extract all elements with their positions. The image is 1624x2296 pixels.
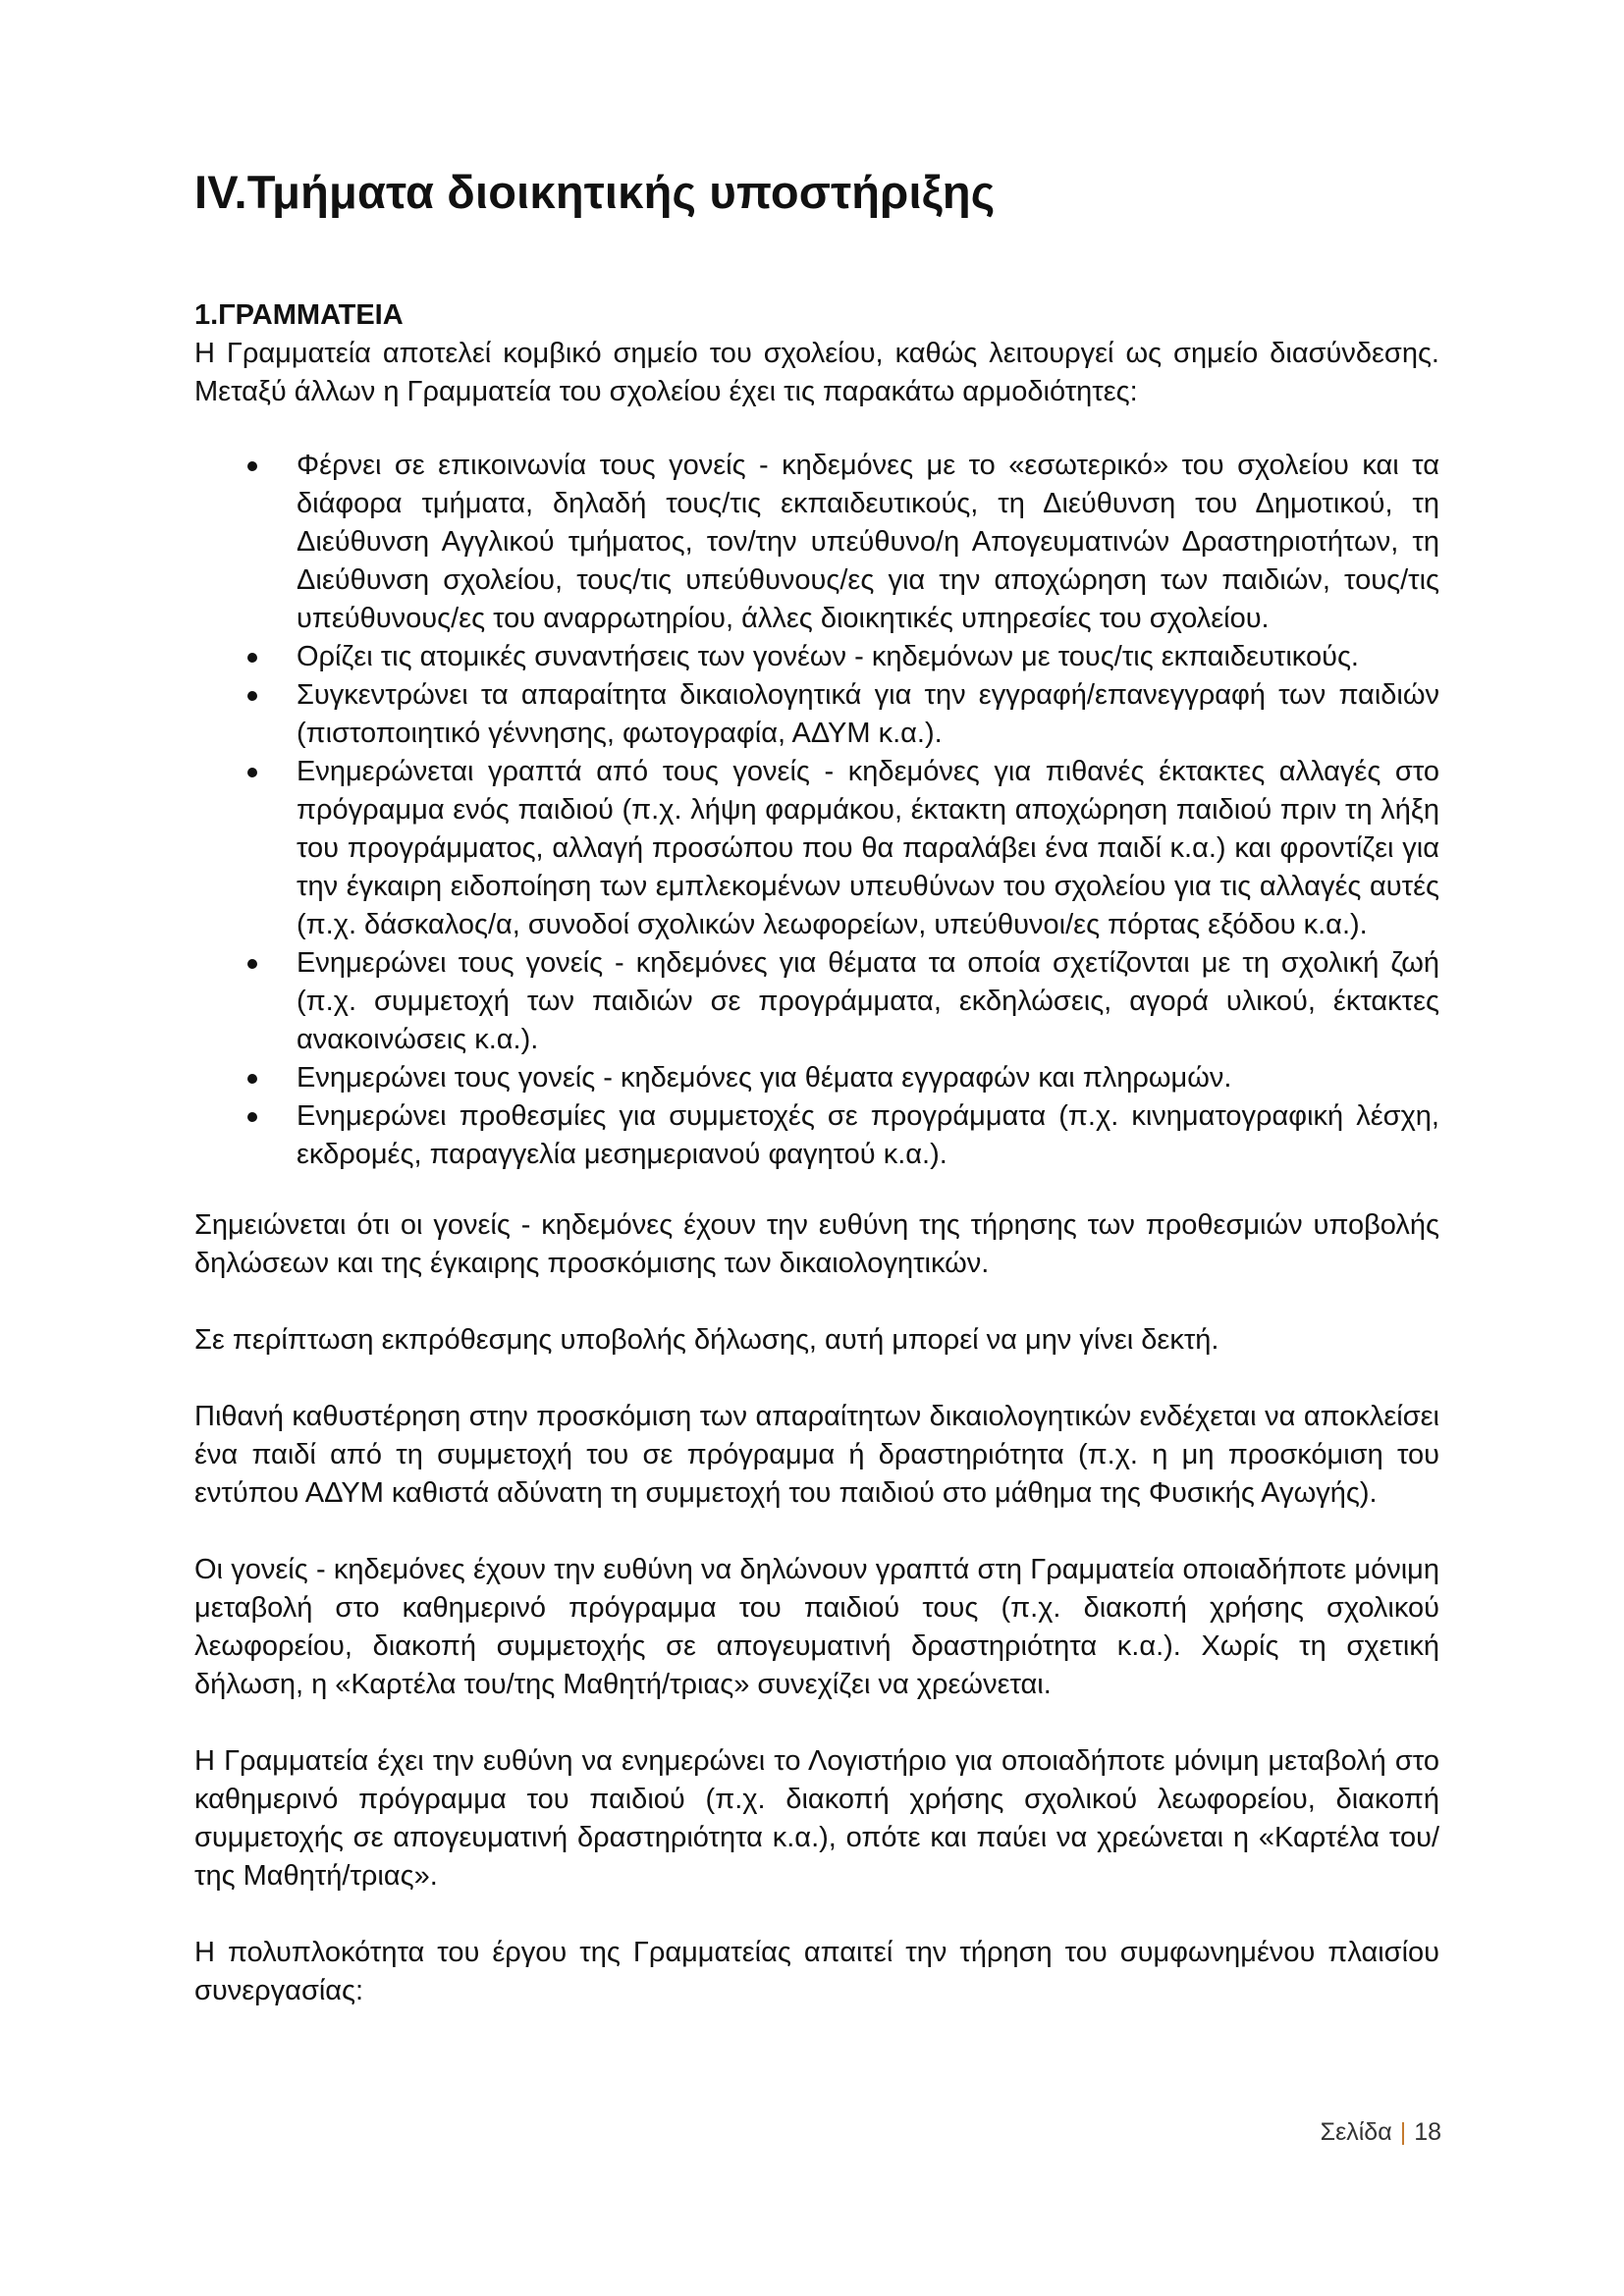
list-item-text: Ενημερώνει τους γονείς - κηδεμόνες για θέματα τα οποία σχετίζονται με τη σχολική ζωή (π.χ. συμμετοχή των παιδιών σε προγράμματα, εκδηλώσεις, αγορά υλικού, έκτακτες ανακοινώσεις κ.α.). — [297, 947, 1439, 1055]
content-body — [194, 296, 1439, 2010]
page-label: Σελίδα — [1320, 2118, 1392, 2146]
section-title: 1.ΓΡΑΜΜΑΤΕΙΑ — [194, 299, 404, 331]
list-item — [194, 753, 1439, 944]
list-item — [194, 1097, 1439, 1174]
cooperation-framework-paragraph: Η πολυπλοκότητα του έργου της Γραμματείας απαιτεί την τήρηση του συμφωνημένου πλαισίου συνεργασίας: — [194, 1937, 1439, 2006]
permanent-change-paragraph: Οι γονείς - κηδεμόνες έχουν την ευθύνη να δηλώνουν γραπτά στη Γραμματεία οποιαδήποτε μόνιμη μεταβολή στο καθημερινό πρόγραμμα του παιδιού τους (π.χ. διακοπή χρήσης σχολικού λεωφορείου, διακοπή συμμετοχής σε απογευματινή δραστηριότητα κ.α.). Χωρίς τη σχετική δήλωση, η «Καρτέλα του/της Μαθητή/τριας» συνεχίζει να χρεώνεται. — [194, 1554, 1439, 1700]
list-item-text: Ενημερώνεται γραπτά από τους γονείς - κηδεμόνες για πιθανές έκτακτες αλλαγές στο πρόγραμμα ενός παιδιού (π.χ. λήψη φαρμάκου, έκτακτη αποχώρηση παιδιού πριν τη λήξη του προγράμματος, αλλαγή προσώπου που θα παραλάβει ένα παιδί κ.α.) και φροντίζει για την έγκαιρη ειδοποίηση των εμπλεκομένων υπευθύνων του σχολείου για τις αλλαγές αυτές (π.χ. δάσκαλος/α, συνοδοί σχολικών λεωφορείων, υπεύθυνοι/ες πόρτας εξόδου κ.α.). — [297, 756, 1439, 940]
list-item — [194, 1059, 1439, 1097]
list-item-text: Φέρνει σε επικοινωνία τους γονείς - κηδεμόνες με το «εσωτερικό» του σχολείου και τα διάφορα τμήματα, δηλαδή τους/τις εκπαιδευτικούς, τη Διεύθυνση του Δημοτικού, τη Διεύθυνση Αγγλικού τμήματος, τον/την υπεύθυνο/η Απογευματινών Δραστηριοτήτων, τη Διεύθυνση σχολείου, τους/τις υπεύθυνους/ες για την αποχώρηση των παιδιών, τους/τις υπεύθυνους/ες του αναρρωτηρίου, άλλες διοικητικές υπηρεσίες του σχολείου. — [297, 450, 1439, 634]
documents-delay-paragraph: Πιθανή καθυστέρηση στην προσκόμιση των απαραίτητων δικαιολογητικών ενδέχεται να αποκλείσει ένα παιδί από τη συμμετοχή του σε πρόγραμμα ή δραστηριότητα (π.χ. η μη προσκόμιση του εντύπου ΑΔΥΜ καθιστά αδύνατη τη συμμετοχή του παιδιού στο μάθημα της Φυσικής Αγωγής). — [194, 1401, 1439, 1509]
bullet-icon — [247, 959, 257, 969]
responsibilities-list — [194, 447, 1439, 1174]
bullet-icon — [247, 691, 257, 701]
list-item — [194, 944, 1439, 1059]
list-item-text: Ενημερώνει προθεσμίες για συμμετοχές σε προγράμματα (π.χ. κινηματογραφική λέσχη, εκδρομές, παραγγελία μεσημεριανού φαγητού κ.α.). — [297, 1100, 1439, 1170]
list-item — [194, 638, 1439, 676]
chapter-heading: IV.Τμήματα διοικητικής υποστήριξης — [194, 166, 996, 218]
bullet-icon — [247, 1112, 257, 1122]
page-number: 18 — [1414, 2118, 1441, 2146]
deadline-responsibility-paragraph: Σημειώνεται ότι οι γονείς - κηδεμόνες έχουν την ευθύνη της τήρησης των προθεσμιών υποβολής δηλώσεων και της έγκαιρης προσκόμισης των δικαιολογητικών. — [194, 1209, 1439, 1279]
list-item — [194, 676, 1439, 753]
list-item-text: Ενημερώνει τους γονείς - κηδεμόνες για θέματα εγγραφών και πληρωμών. — [297, 1062, 1232, 1094]
late-submission-paragraph: Σε περίπτωση εκπρόθεσμης υποβολής δήλωσης, αυτή μπορεί να μην γίνει δεκτή. — [194, 1324, 1219, 1356]
page-footer — [1321, 2118, 1441, 2147]
bullet-icon — [247, 1074, 257, 1084]
list-item — [194, 447, 1439, 638]
list-item-text: Συγκεντρώνει τα απαραίτητα δικαιολογητικά για την εγγραφή/επανεγγραφή των παιδιών (πιστοποιητικό γέννησης, φωτογραφία, ΑΔΥΜ κ.α.). — [297, 679, 1439, 749]
intro-paragraph: Η Γραμματεία αποτελεί κομβικό σημείο του σχολείου, καθώς λειτουργεί ως σημείο διασύνδεσης. Μεταξύ άλλων η Γραμματεία του σχολείου έχει τις παρακάτω αρμοδιότητες: — [194, 338, 1439, 407]
bullet-icon — [247, 768, 257, 777]
list-item-text: Ορίζει τις ατομικές συναντήσεις των γονέων - κηδεμόνων με τους/τις εκπαιδευτικούς. — [297, 641, 1359, 672]
bullet-icon — [247, 461, 257, 471]
bullet-icon — [247, 653, 257, 663]
footer-separator: | — [1399, 2118, 1407, 2146]
accounting-notice-paragraph: Η Γραμματεία έχει την ευθύνη να ενημερώνει το Λογιστήριο για οποιαδήποτε μόνιμη μεταβολή στο καθημερινό πρόγραμμα του παιδιού (π.χ. διακοπή χρήσης σχολικού λεωφορείου, διακοπή συμμετοχής σε απογευματινή δραστηριότητα κ.α.), οπότε και παύει να χρεώνεται η «Καρτέλα του/της Μαθητή/τριας». — [194, 1745, 1439, 1892]
